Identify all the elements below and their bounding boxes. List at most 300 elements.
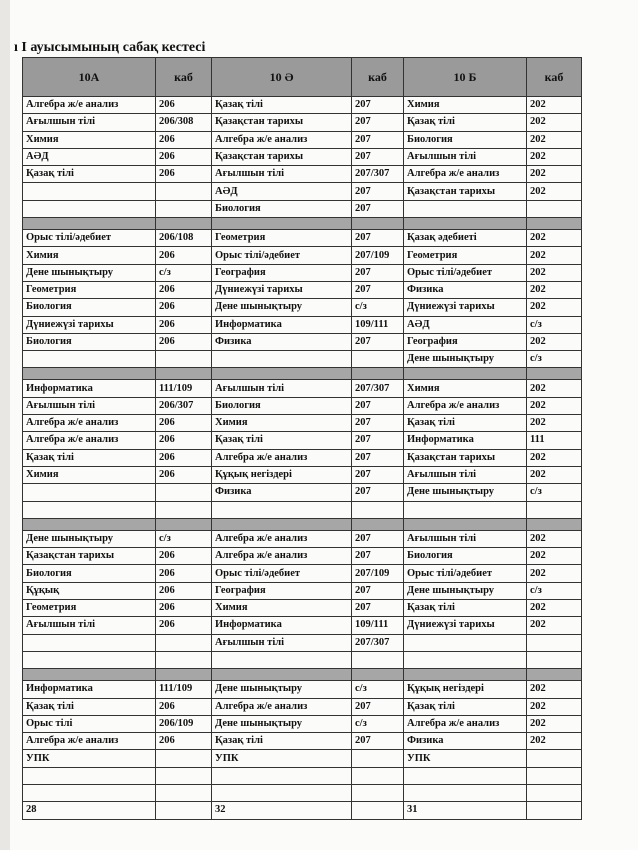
- subject-10b-cell: Қазақстан тарихы: [404, 183, 527, 200]
- room-10ae-cell: 207: [352, 131, 404, 148]
- room-10ae-cell: 207: [352, 698, 404, 715]
- lesson-row: [23, 247, 582, 264]
- subject-10ae-cell: Алгебра ж/е анализ: [212, 131, 352, 148]
- room-10ae-cell: 207: [352, 449, 404, 466]
- subject-10b-cell: Қазақ тілі: [404, 698, 527, 715]
- room-10ae-cell: 207/109: [352, 565, 404, 582]
- subject-10b-cell: УПК: [404, 750, 527, 767]
- room-10b-cell: 202: [527, 281, 582, 298]
- totals-row: [23, 802, 582, 819]
- room-10b-cell: 202: [527, 183, 582, 200]
- separator-cell: [23, 368, 156, 380]
- room-10ae-cell: с/з: [352, 299, 404, 316]
- separator-cell: [527, 518, 582, 530]
- room-10a-cell: [156, 750, 212, 767]
- room-10ae-cell: 207: [352, 466, 404, 483]
- subject-10a-cell: Химия: [23, 131, 156, 148]
- room-10ae-cell: 207: [352, 484, 404, 501]
- subject-10ae-cell: Қазақстан тарихы: [212, 148, 352, 165]
- subject-10ae-cell: 32: [212, 802, 352, 819]
- subject-10a-cell: [23, 634, 156, 651]
- room-10b-cell: 202: [527, 230, 582, 247]
- lesson-row: [23, 466, 582, 483]
- day-separator: [23, 518, 582, 530]
- room-10b-cell: 202: [527, 530, 582, 547]
- room-10b-cell: [527, 767, 582, 784]
- room-10b-cell: 202: [527, 565, 582, 582]
- room-10ae-cell: 207/307: [352, 166, 404, 183]
- room-10ae-cell: 207: [352, 148, 404, 165]
- room-10ae-cell: 207/109: [352, 247, 404, 264]
- subject-10a-cell: 28: [23, 802, 156, 819]
- lesson-row: [23, 114, 582, 131]
- room-10a-cell: 206: [156, 466, 212, 483]
- room-10a-cell: с/з: [156, 530, 212, 547]
- subject-10ae-cell: Қазақ тілі: [212, 733, 352, 750]
- subject-10b-cell: Ағылшын тілі: [404, 148, 527, 165]
- room-10b-cell: 202: [527, 600, 582, 617]
- subject-10ae-cell: Биология: [212, 397, 352, 414]
- subject-10a-cell: УПК: [23, 750, 156, 767]
- subject-10b-cell: Ағылшын тілі: [404, 466, 527, 483]
- room-10a-cell: [156, 501, 212, 518]
- room-10a-cell: 206: [156, 281, 212, 298]
- separator-cell: [352, 669, 404, 681]
- subject-10ae-cell: Дүниежүзі тарихы: [212, 281, 352, 298]
- room-10b-cell: 202: [527, 333, 582, 350]
- subject-10ae-cell: [212, 767, 352, 784]
- subject-10ae-cell: Информатика: [212, 617, 352, 634]
- separator-cell: [23, 518, 156, 530]
- header-class-10b: 10 Б: [404, 58, 527, 97]
- room-10a-cell: [156, 767, 212, 784]
- subject-10b-cell: 31: [404, 802, 527, 819]
- subject-10a-cell: Дене шынықтыру: [23, 530, 156, 547]
- subject-10ae-cell: Алгебра ж/е анализ: [212, 698, 352, 715]
- subject-10a-cell: Ағылшын тілі: [23, 114, 156, 131]
- room-10ae-cell: [352, 767, 404, 784]
- room-10b-cell: [527, 750, 582, 767]
- header-row: [23, 58, 582, 97]
- subject-10b-cell: [404, 200, 527, 217]
- separator-cell: [352, 518, 404, 530]
- subject-10ae-cell: Ағылшын тілі: [212, 166, 352, 183]
- room-10a-cell: 206: [156, 698, 212, 715]
- room-10ae-cell: [352, 501, 404, 518]
- room-10a-cell: 111/109: [156, 681, 212, 698]
- subject-10a-cell: [23, 784, 156, 801]
- header-room: каб: [527, 58, 582, 97]
- subject-10a-cell: Ағылшын тілі: [23, 617, 156, 634]
- room-10b-cell: 202: [527, 733, 582, 750]
- room-10b-cell: 202: [527, 715, 582, 732]
- lesson-row: [23, 634, 582, 651]
- subject-10a-cell: Құқық: [23, 582, 156, 599]
- room-10a-cell: с/з: [156, 264, 212, 281]
- separator-cell: [404, 518, 527, 530]
- subject-10a-cell: [23, 200, 156, 217]
- room-10a-cell: 206: [156, 333, 212, 350]
- lesson-row: [23, 733, 582, 750]
- subject-10ae-cell: Физика: [212, 484, 352, 501]
- room-10b-cell: 202: [527, 97, 582, 114]
- room-10b-cell: с/з: [527, 316, 582, 333]
- subject-10a-cell: [23, 183, 156, 200]
- header-room: каб: [156, 58, 212, 97]
- separator-cell: [404, 669, 527, 681]
- room-10a-cell: [156, 651, 212, 668]
- room-10a-cell: 206: [156, 299, 212, 316]
- room-10a-cell: [156, 784, 212, 801]
- lesson-row: [23, 230, 582, 247]
- subject-10ae-cell: [212, 351, 352, 368]
- lesson-row: [23, 333, 582, 350]
- separator-cell: [527, 368, 582, 380]
- room-10ae-cell: 207: [352, 333, 404, 350]
- room-10b-cell: с/з: [527, 484, 582, 501]
- subject-10ae-cell: Биология: [212, 200, 352, 217]
- subject-10b-cell: Химия: [404, 97, 527, 114]
- subject-10ae-cell: УПК: [212, 750, 352, 767]
- subject-10a-cell: Ағылшын тілі: [23, 397, 156, 414]
- subject-10ae-cell: Дене шынықтыру: [212, 715, 352, 732]
- room-10a-cell: 206: [156, 600, 212, 617]
- room-10a-cell: 206/109: [156, 715, 212, 732]
- subject-10ae-cell: [212, 501, 352, 518]
- subject-10b-cell: Дене шынықтыру: [404, 484, 527, 501]
- subject-10b-cell: Қазақстан тарихы: [404, 449, 527, 466]
- subject-10b-cell: Физика: [404, 281, 527, 298]
- subject-10b-cell: Дене шынықтыру: [404, 351, 527, 368]
- lesson-row: [23, 565, 582, 582]
- room-10b-cell: [527, 802, 582, 819]
- room-10a-cell: 206: [156, 548, 212, 565]
- subject-10ae-cell: Алгебра ж/е анализ: [212, 530, 352, 547]
- subject-10a-cell: Химия: [23, 247, 156, 264]
- subject-10ae-cell: Қазақстан тарихы: [212, 114, 352, 131]
- separator-cell: [23, 218, 156, 230]
- lesson-row: [23, 548, 582, 565]
- subject-10b-cell: Алгебра ж/е анализ: [404, 397, 527, 414]
- separator-cell: [212, 368, 352, 380]
- subject-10b-cell: Геометрия: [404, 247, 527, 264]
- room-10b-cell: 202: [527, 131, 582, 148]
- subject-10b-cell: Қазақ әдебиеті: [404, 230, 527, 247]
- room-10ae-cell: 207: [352, 114, 404, 131]
- subject-10b-cell: Қазақ тілі: [404, 415, 527, 432]
- subject-10b-cell: [404, 501, 527, 518]
- room-10b-cell: 202: [527, 148, 582, 165]
- lesson-row: [23, 432, 582, 449]
- room-10ae-cell: 207: [352, 230, 404, 247]
- room-10ae-cell: 207: [352, 548, 404, 565]
- subject-10b-cell: [404, 651, 527, 668]
- separator-cell: [212, 669, 352, 681]
- room-10ae-cell: [352, 651, 404, 668]
- lesson-row: [23, 351, 582, 368]
- subject-10a-cell: Геометрия: [23, 281, 156, 298]
- lesson-row: [23, 582, 582, 599]
- subject-10ae-cell: Құқық негіздері: [212, 466, 352, 483]
- subject-10a-cell: Орыс тілі: [23, 715, 156, 732]
- page-title: ı I ауысымының сабақ кестесі: [14, 40, 206, 55]
- subject-10a-cell: Алгебра ж/е анализ: [23, 415, 156, 432]
- room-10a-cell: 206: [156, 432, 212, 449]
- subject-10a-cell: АӘД: [23, 148, 156, 165]
- room-10a-cell: 206: [156, 617, 212, 634]
- separator-cell: [156, 218, 212, 230]
- room-10b-cell: [527, 634, 582, 651]
- room-10a-cell: 206: [156, 247, 212, 264]
- subject-10a-cell: Химия: [23, 466, 156, 483]
- lesson-row: [23, 651, 582, 668]
- subject-10ae-cell: Химия: [212, 600, 352, 617]
- room-10ae-cell: [352, 351, 404, 368]
- separator-cell: [352, 218, 404, 230]
- room-10b-cell: [527, 200, 582, 217]
- subject-10b-cell: [404, 634, 527, 651]
- room-10a-cell: 206: [156, 131, 212, 148]
- subject-10b-cell: Алгебра ж/е анализ: [404, 166, 527, 183]
- lesson-row: [23, 617, 582, 634]
- room-10a-cell: [156, 484, 212, 501]
- room-10ae-cell: 207: [352, 264, 404, 281]
- room-10a-cell: 206: [156, 316, 212, 333]
- lesson-row: [23, 200, 582, 217]
- room-10a-cell: 206: [156, 166, 212, 183]
- header-room: каб: [352, 58, 404, 97]
- lesson-row: [23, 415, 582, 432]
- subject-10b-cell: Орыс тілі/әдебиет: [404, 264, 527, 281]
- lesson-row: [23, 600, 582, 617]
- subject-10a-cell: [23, 651, 156, 668]
- room-10a-cell: 206: [156, 415, 212, 432]
- lesson-row: [23, 784, 582, 801]
- room-10b-cell: [527, 501, 582, 518]
- subject-10b-cell: Биология: [404, 548, 527, 565]
- lesson-row: [23, 767, 582, 784]
- day-separator: [23, 218, 582, 230]
- room-10ae-cell: 109/111: [352, 316, 404, 333]
- header-class-10ae: 10 Ә: [212, 58, 352, 97]
- day-separator: [23, 669, 582, 681]
- subject-10b-cell: Химия: [404, 380, 527, 397]
- subject-10b-cell: Қазақ тілі: [404, 114, 527, 131]
- room-10b-cell: 202: [527, 114, 582, 131]
- separator-cell: [156, 518, 212, 530]
- room-10a-cell: [156, 802, 212, 819]
- room-10ae-cell: [352, 750, 404, 767]
- subject-10ae-cell: [212, 651, 352, 668]
- subject-10b-cell: [404, 784, 527, 801]
- subject-10b-cell: Ағылшын тілі: [404, 530, 527, 547]
- subject-10b-cell: Биология: [404, 131, 527, 148]
- subject-10ae-cell: Орыс тілі/әдебиет: [212, 565, 352, 582]
- room-10ae-cell: 207: [352, 415, 404, 432]
- room-10b-cell: 202: [527, 397, 582, 414]
- room-10b-cell: [527, 784, 582, 801]
- subject-10a-cell: Қазақ тілі: [23, 698, 156, 715]
- subject-10a-cell: Алгебра ж/е анализ: [23, 733, 156, 750]
- room-10a-cell: 206/308: [156, 114, 212, 131]
- room-10a-cell: 111/109: [156, 380, 212, 397]
- room-10ae-cell: с/з: [352, 715, 404, 732]
- subject-10ae-cell: Дене шынықтыру: [212, 299, 352, 316]
- room-10b-cell: [527, 651, 582, 668]
- room-10ae-cell: 207/307: [352, 634, 404, 651]
- subject-10a-cell: [23, 767, 156, 784]
- lesson-row: [23, 299, 582, 316]
- subject-10a-cell: Биология: [23, 299, 156, 316]
- lesson-row: [23, 397, 582, 414]
- room-10b-cell: 111: [527, 432, 582, 449]
- subject-10ae-cell: Ағылшын тілі: [212, 634, 352, 651]
- subject-10ae-cell: Геометрия: [212, 230, 352, 247]
- subject-10a-cell: Геометрия: [23, 600, 156, 617]
- room-10ae-cell: 207: [352, 397, 404, 414]
- subject-10b-cell: Орыс тілі/әдебиет: [404, 565, 527, 582]
- room-10a-cell: 206: [156, 449, 212, 466]
- subject-10a-cell: Қазақстан тарихы: [23, 548, 156, 565]
- subject-10a-cell: Қазақ тілі: [23, 449, 156, 466]
- lesson-row: [23, 715, 582, 732]
- subject-10b-cell: Дүниежүзі тарихы: [404, 617, 527, 634]
- separator-cell: [404, 218, 527, 230]
- lesson-row: [23, 449, 582, 466]
- room-10ae-cell: [352, 802, 404, 819]
- lesson-row: [23, 183, 582, 200]
- room-10b-cell: 202: [527, 548, 582, 565]
- lesson-row: [23, 501, 582, 518]
- subject-10b-cell: Физика: [404, 733, 527, 750]
- room-10b-cell: с/з: [527, 582, 582, 599]
- room-10ae-cell: 207: [352, 281, 404, 298]
- subject-10ae-cell: Қазақ тілі: [212, 97, 352, 114]
- subject-10ae-cell: АӘД: [212, 183, 352, 200]
- lesson-row: [23, 97, 582, 114]
- room-10b-cell: 202: [527, 380, 582, 397]
- room-10ae-cell: 207: [352, 530, 404, 547]
- room-10ae-cell: 207: [352, 200, 404, 217]
- room-10a-cell: [156, 634, 212, 651]
- room-10ae-cell: 207: [352, 733, 404, 750]
- separator-cell: [527, 218, 582, 230]
- room-10b-cell: 202: [527, 264, 582, 281]
- room-10b-cell: 202: [527, 299, 582, 316]
- room-10b-cell: 202: [527, 698, 582, 715]
- lesson-row: [23, 166, 582, 183]
- lesson-row: [23, 750, 582, 767]
- subject-10ae-cell: География: [212, 264, 352, 281]
- room-10a-cell: [156, 200, 212, 217]
- subject-10ae-cell: Алгебра ж/е анализ: [212, 548, 352, 565]
- subject-10a-cell: Биология: [23, 333, 156, 350]
- lesson-row: [23, 148, 582, 165]
- subject-10ae-cell: Қазақ тілі: [212, 432, 352, 449]
- room-10a-cell: 206: [156, 148, 212, 165]
- room-10a-cell: 206: [156, 733, 212, 750]
- separator-cell: [352, 368, 404, 380]
- lesson-row: [23, 484, 582, 501]
- subject-10a-cell: Биология: [23, 565, 156, 582]
- subject-10a-cell: Алгебра ж/е анализ: [23, 432, 156, 449]
- room-10ae-cell: [352, 784, 404, 801]
- room-10ae-cell: 207/307: [352, 380, 404, 397]
- room-10a-cell: 206/108: [156, 230, 212, 247]
- room-10a-cell: 206/307: [156, 397, 212, 414]
- lesson-row: [23, 698, 582, 715]
- subject-10a-cell: Информатика: [23, 681, 156, 698]
- subject-10ae-cell: [212, 784, 352, 801]
- room-10a-cell: [156, 183, 212, 200]
- subject-10ae-cell: Дене шынықтыру: [212, 681, 352, 698]
- room-10b-cell: 202: [527, 681, 582, 698]
- separator-cell: [404, 368, 527, 380]
- room-10b-cell: 202: [527, 247, 582, 264]
- room-10ae-cell: 207: [352, 582, 404, 599]
- subject-10a-cell: [23, 501, 156, 518]
- subject-10a-cell: [23, 484, 156, 501]
- subject-10b-cell: [404, 767, 527, 784]
- room-10b-cell: с/з: [527, 351, 582, 368]
- room-10ae-cell: с/з: [352, 681, 404, 698]
- subject-10b-cell: Алгебра ж/е анализ: [404, 715, 527, 732]
- subject-10ae-cell: Информатика: [212, 316, 352, 333]
- lesson-row: [23, 131, 582, 148]
- lesson-row: [23, 530, 582, 547]
- room-10b-cell: 202: [527, 617, 582, 634]
- separator-cell: [156, 368, 212, 380]
- lesson-row: [23, 264, 582, 281]
- day-separator: [23, 368, 582, 380]
- schedule-body: [23, 97, 582, 820]
- room-10a-cell: 206: [156, 97, 212, 114]
- separator-cell: [23, 669, 156, 681]
- room-10b-cell: 202: [527, 466, 582, 483]
- subject-10b-cell: АӘД: [404, 316, 527, 333]
- subject-10a-cell: Информатика: [23, 380, 156, 397]
- schedule-table: [22, 57, 582, 820]
- room-10ae-cell: 207: [352, 600, 404, 617]
- room-10b-cell: 202: [527, 166, 582, 183]
- subject-10a-cell: Дүниежүзі тарихы: [23, 316, 156, 333]
- separator-cell: [156, 669, 212, 681]
- subject-10ae-cell: Орыс тілі/әдебиет: [212, 247, 352, 264]
- lesson-row: [23, 681, 582, 698]
- room-10a-cell: 206: [156, 582, 212, 599]
- subject-10a-cell: Қазақ тілі: [23, 166, 156, 183]
- subject-10a-cell: Алгебра ж/е анализ: [23, 97, 156, 114]
- subject-10ae-cell: Физика: [212, 333, 352, 350]
- lesson-row: [23, 380, 582, 397]
- room-10b-cell: 202: [527, 415, 582, 432]
- room-10ae-cell: 207: [352, 97, 404, 114]
- subject-10b-cell: География: [404, 333, 527, 350]
- header-class-10a: 10А: [23, 58, 156, 97]
- room-10b-cell: 202: [527, 449, 582, 466]
- subject-10b-cell: Дене шынықтыру: [404, 582, 527, 599]
- room-10ae-cell: 109/111: [352, 617, 404, 634]
- subject-10ae-cell: Алгебра ж/е анализ: [212, 449, 352, 466]
- subject-10ae-cell: Химия: [212, 415, 352, 432]
- subject-10b-cell: Қазақ тілі: [404, 600, 527, 617]
- lesson-row: [23, 316, 582, 333]
- separator-cell: [212, 518, 352, 530]
- separator-cell: [527, 669, 582, 681]
- subject-10ae-cell: География: [212, 582, 352, 599]
- room-10ae-cell: 207: [352, 432, 404, 449]
- separator-cell: [212, 218, 352, 230]
